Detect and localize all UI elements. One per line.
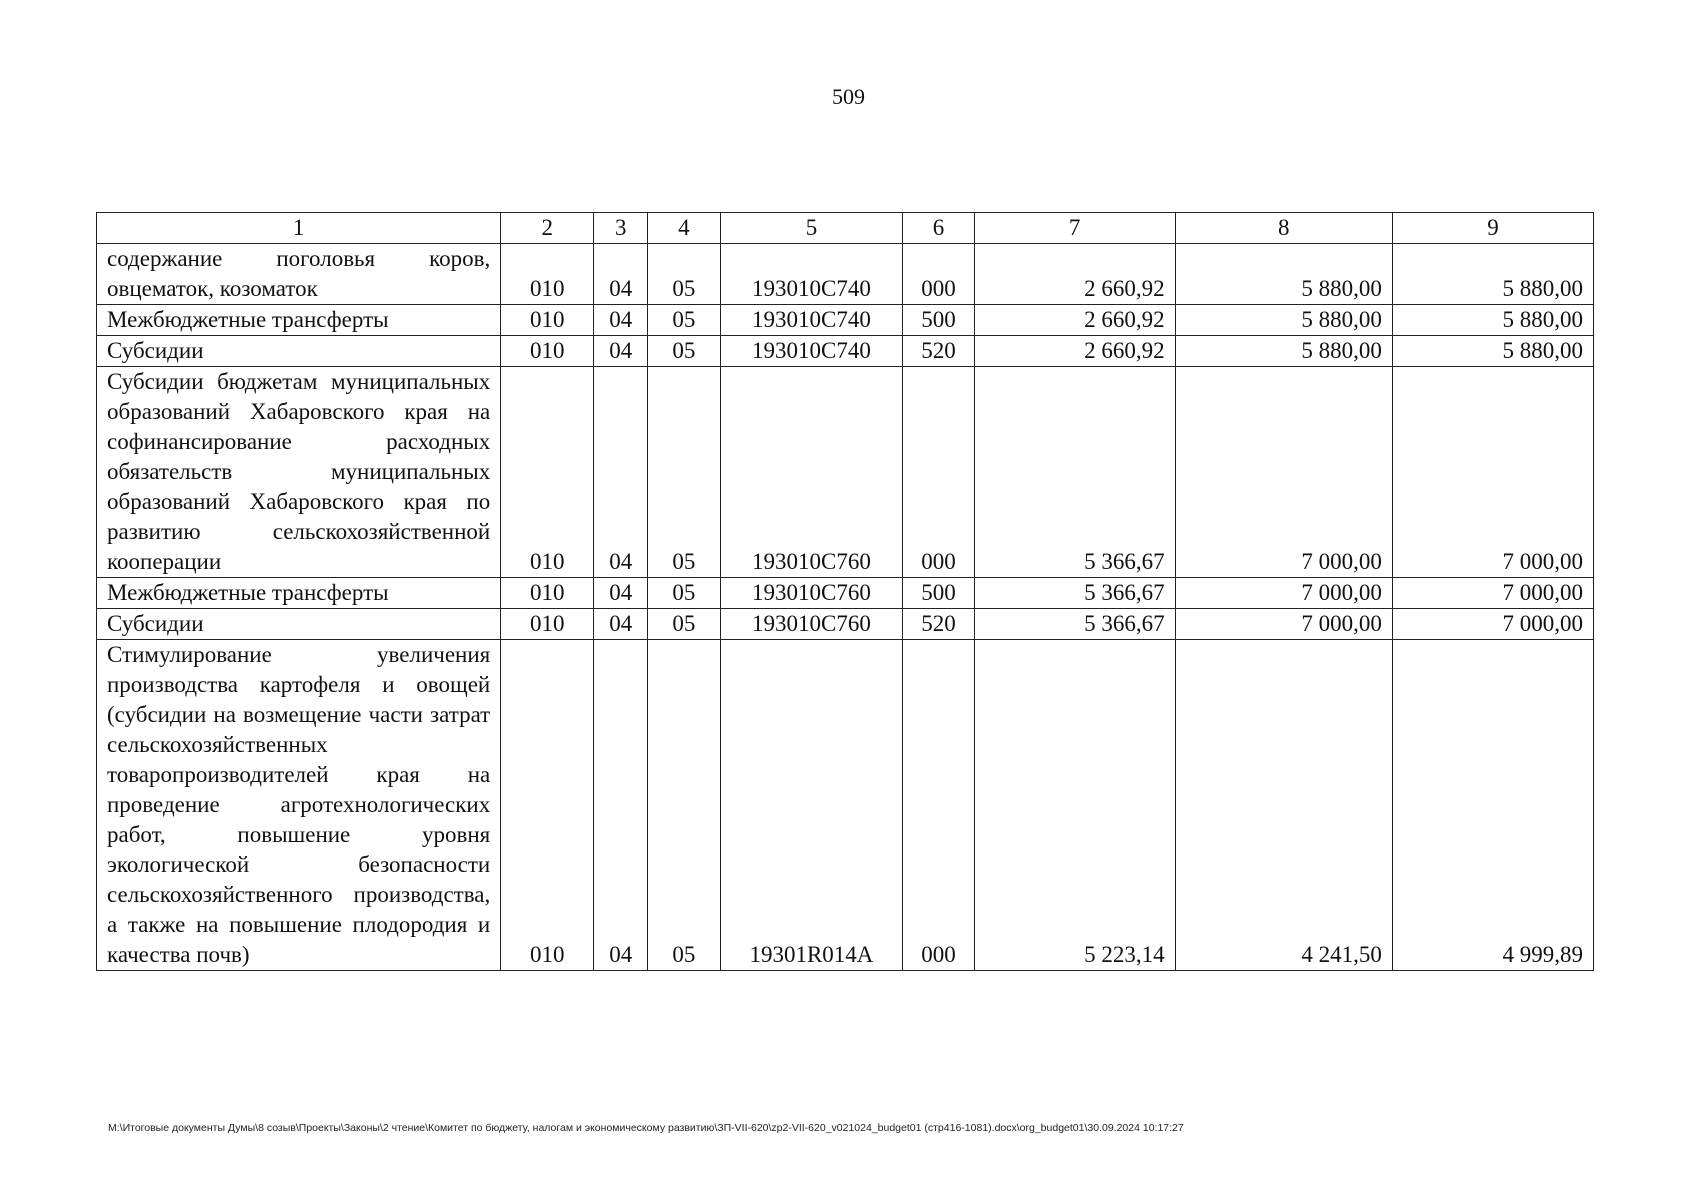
- cell-amount-9: 5 880,00: [1392, 305, 1593, 336]
- cell-section: 010: [501, 336, 594, 367]
- cell-amount-7: 5 366,67: [974, 578, 1175, 609]
- column-header: 1: [97, 213, 501, 244]
- column-header: 3: [594, 213, 648, 244]
- table-header-row: [97, 213, 1594, 244]
- cell-subsection: 04: [594, 244, 648, 305]
- cell-amount-7: 5 366,67: [974, 609, 1175, 640]
- cell-subsection-2: 05: [648, 305, 720, 336]
- cell-amount-9: 7 000,00: [1392, 578, 1593, 609]
- cell-subsection-2: 05: [648, 336, 720, 367]
- row-name: Межбюджетные трансферты: [97, 578, 501, 609]
- cell-expense-type: 520: [903, 336, 974, 367]
- cell-subsection: 04: [594, 305, 648, 336]
- budget-table: [96, 212, 1594, 971]
- cell-subsection-2: 05: [648, 640, 720, 971]
- column-header: 2: [501, 213, 594, 244]
- cell-subsection-2: 05: [648, 244, 720, 305]
- cell-target-article: 193010С760: [720, 367, 903, 578]
- table-row: [97, 367, 1594, 578]
- cell-expense-type: 520: [903, 609, 974, 640]
- cell-amount-7: 2 660,92: [974, 244, 1175, 305]
- cell-subsection-2: 05: [648, 609, 720, 640]
- page-number: 509: [832, 84, 865, 109]
- cell-target-article: 193010С740: [720, 336, 903, 367]
- cell-subsection: 04: [594, 367, 648, 578]
- column-header: 5: [720, 213, 903, 244]
- cell-amount-8: 7 000,00: [1175, 367, 1392, 578]
- row-name: Субсидии бюджетам муниципальных образований Хабаровского края на софинансирование расходных обязательств муниципальных образований Хабаровского края по развитию сельскохозяйственной кооперации: [97, 367, 501, 578]
- cell-subsection-2: 05: [648, 578, 720, 609]
- cell-amount-8: 5 880,00: [1175, 244, 1392, 305]
- cell-amount-9: 7 000,00: [1392, 367, 1593, 578]
- row-name: Межбюджетные трансферты: [97, 305, 501, 336]
- cell-amount-8: 7 000,00: [1175, 609, 1392, 640]
- cell-amount-9: 5 880,00: [1392, 336, 1593, 367]
- row-name: Субсидии: [97, 609, 501, 640]
- row-name: Стимулирование увеличения производства картофеля и овощей (субсидии на возмещение части затрат сельскохозяйственных товаропроизводителей края на проведение агротехнологических работ, повышение уровня экологической безопасности сельскохозяйственного производства, а также на повышение плодородия и качества почв): [97, 640, 501, 971]
- cell-expense-type: 000: [903, 640, 974, 971]
- cell-subsection-2: 05: [648, 367, 720, 578]
- cell-section: 010: [501, 244, 594, 305]
- table-row: [97, 305, 1594, 336]
- cell-amount-7: 2 660,92: [974, 336, 1175, 367]
- cell-section: 010: [501, 305, 594, 336]
- cell-amount-9: 5 880,00: [1392, 244, 1593, 305]
- table-row: [97, 244, 1594, 305]
- cell-amount-7: 5 366,67: [974, 367, 1175, 578]
- table-row: [97, 578, 1594, 609]
- cell-expense-type: 000: [903, 367, 974, 578]
- cell-subsection: 04: [594, 609, 648, 640]
- cell-section: 010: [501, 367, 594, 578]
- cell-section: 010: [501, 578, 594, 609]
- cell-target-article: 19301R014A: [720, 640, 903, 971]
- column-header: 4: [648, 213, 720, 244]
- cell-section: 010: [501, 640, 594, 971]
- cell-target-article: 193010С760: [720, 578, 903, 609]
- cell-section: 010: [501, 609, 594, 640]
- column-header: 7: [974, 213, 1175, 244]
- cell-target-article: 193010С740: [720, 244, 903, 305]
- cell-amount-8: 5 880,00: [1175, 336, 1392, 367]
- cell-amount-8: 5 880,00: [1175, 305, 1392, 336]
- footer-file-path: M:\Итоговые документы Думы\8 созыв\Проекты\Законы\2 чтение\Комитет по бюджету, налогам и экономическому развитию\ЗП-VII-620\zp2-VII-620_v021024_budget01 (стр416-1081).docx\org_budget01\30.09.2024 10:17:27: [108, 1122, 1184, 1134]
- table-row: [97, 336, 1594, 367]
- cell-subsection: 04: [594, 336, 648, 367]
- cell-target-article: 193010С760: [720, 609, 903, 640]
- cell-expense-type: 500: [903, 578, 974, 609]
- cell-amount-9: 4 999,89: [1392, 640, 1593, 971]
- cell-amount-9: 7 000,00: [1392, 609, 1593, 640]
- cell-expense-type: 000: [903, 244, 974, 305]
- column-header: 6: [903, 213, 974, 244]
- row-name: Субсидии: [97, 336, 501, 367]
- cell-amount-8: 4 241,50: [1175, 640, 1392, 971]
- table-row: [97, 640, 1594, 971]
- row-name: содержание поголовья коров, овцематок, козоматок: [97, 244, 501, 305]
- cell-amount-7: 5 223,14: [974, 640, 1175, 971]
- cell-expense-type: 500: [903, 305, 974, 336]
- cell-amount-7: 2 660,92: [974, 305, 1175, 336]
- column-header: 9: [1392, 213, 1593, 244]
- table-row: [97, 609, 1594, 640]
- cell-subsection: 04: [594, 578, 648, 609]
- cell-target-article: 193010С740: [720, 305, 903, 336]
- column-header: 8: [1175, 213, 1392, 244]
- cell-amount-8: 7 000,00: [1175, 578, 1392, 609]
- cell-subsection: 04: [594, 640, 648, 971]
